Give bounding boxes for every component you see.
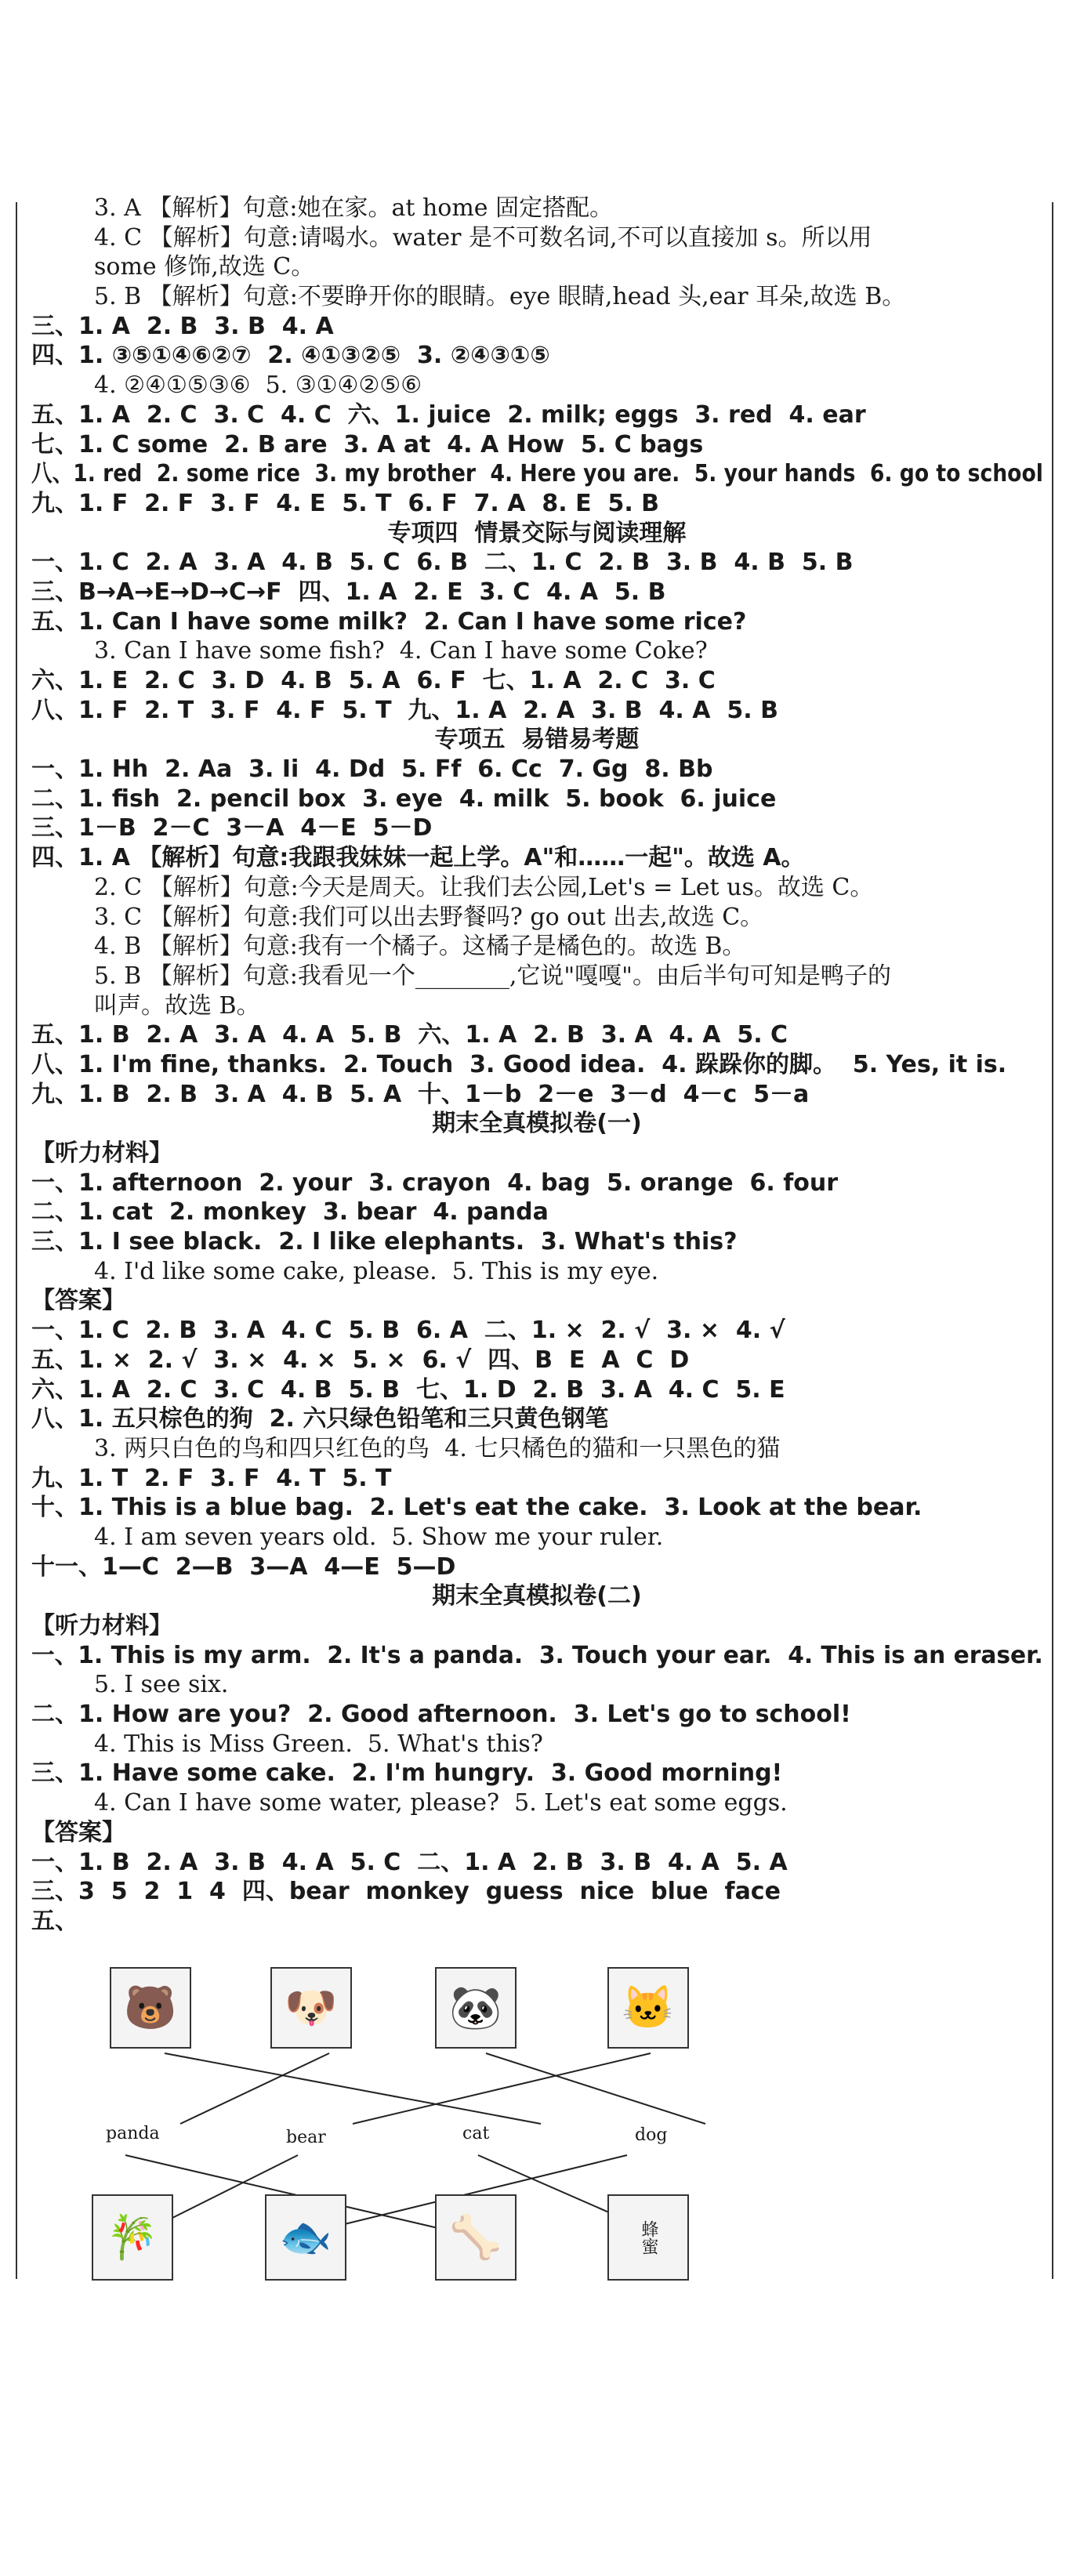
text-line: 五、 bbox=[31, 1907, 78, 1935]
text-line: 一、1. B 2. A 3. B 4. A 5. C 二、1. A 2. B 3. B 4. A 5. A bbox=[31, 1848, 788, 1876]
text-line: 3. 两只白色的鸟和四只红色的鸟 4. 七只橘色的猫和一只黑色的猫 bbox=[94, 1434, 781, 1462]
text-line: 一、1. This is my arm. 2. It's a panda. 3. Touch your ear. 4. This is an eraser. bbox=[31, 1641, 1043, 1669]
text-line: 六、1. A 2. C 3. C 4. B 5. B 七、1. D 2. B 3. A 4. C 5. E bbox=[31, 1375, 785, 1404]
text-line: 一、1. C 2. B 3. A 4. C 5. B 6. A 二、1. × 2. √ 3. × 4. √ bbox=[31, 1317, 785, 1345]
text-line: 二、1. How are you? 2. Good afternoon. 3. Let's go to school! bbox=[31, 1701, 851, 1729]
text-line: 五、1. Can I have some milk? 2. Can I have some rice? bbox=[31, 607, 747, 636]
section-heading: 专项四 情景交际与阅读理解 bbox=[387, 519, 687, 547]
match-word-dog: dog bbox=[635, 2125, 668, 2145]
text-line: 4. Can I have some water, please? 5. Let's eat some eggs. bbox=[94, 1789, 788, 1817]
text-line: 十一、1—C 2—B 3—A 4—E 5—D bbox=[31, 1552, 456, 1581]
text-line: 一、1. C 2. A 3. A 4. B 5. C 6. B 二、1. C 2. B 3. B 4. B 5. B bbox=[31, 549, 854, 577]
text-line: 3. A 【解析】句意:她在家。at home 固定搭配。 bbox=[94, 194, 614, 222]
matching-diagram bbox=[0, 1967, 1073, 2296]
text-line: 五、1. A 2. C 3. C 4. C 六、1. juice 2. milk; eggs 3. red 4. ear bbox=[31, 400, 866, 429]
section-heading: 期末全真模拟卷(二) bbox=[432, 1582, 642, 1610]
match-word-panda: panda bbox=[106, 2124, 160, 2143]
text-line: 5. B 【解析】句意:不要睁开你的眼睛。eye 眼睛,head 头,ear 耳朵,故选 B。 bbox=[94, 283, 906, 311]
text-line: 八、1. red 2. some rice 3. my brother 4. Here you are. 5. your hands 6. go to school bbox=[31, 460, 1043, 488]
text-line: 五、1. × 2. √ 3. × 4. × 5. × 6. √ 四、B E A C D bbox=[31, 1346, 690, 1374]
text-line: 5. I see six. bbox=[94, 1671, 229, 1699]
text-line: 六、1. E 2. C 3. D 4. B 5. A 6. F 七、1. A 2. C 3. C bbox=[31, 667, 716, 694]
text-line: 一、1. Hh 2. Aa 3. Ii 4. Dd 5. Ff 6. Cc 7. Gg 8. Bb bbox=[31, 755, 713, 784]
text-line: 八、1. I'm fine, thanks. 2. Touch 3. Good idea. 4. 跺跺你的脚。 5. Yes, it is. bbox=[31, 1050, 1007, 1078]
text-line: 三、1. I see black. 2. I like elephants. 3. What's this? bbox=[31, 1228, 738, 1256]
text-line: 八、1. 五只棕色的狗 2. 六只绿色铅笔和三只黄色钢笔 bbox=[31, 1405, 609, 1433]
text-line: 4. This is Miss Green. 5. What's this? bbox=[94, 1730, 543, 1758]
text-line: 四、1. A 【解析】句意:我跟我妹妹一起上学。A"和……一起"。故选 A。 bbox=[31, 844, 805, 872]
subsection-label: 【听力材料】 bbox=[31, 1139, 172, 1167]
text-line: 三、1－B 2－C 3－A 4－E 5－D bbox=[31, 814, 433, 842]
bear-icon: 🐻 bbox=[110, 1967, 191, 2049]
jar-label: 蜂蜜 bbox=[639, 2220, 658, 2255]
text-line: 四、1. ③⑤①④⑥②⑦ 2. ④①③②⑤ 3. ②④③①⑤ bbox=[31, 342, 550, 370]
text-line: 九、1. T 2. F 3. F 4. T 5. T bbox=[31, 1464, 392, 1492]
match-word-bear: bear bbox=[286, 2128, 326, 2147]
answer-text bbox=[31, 194, 1042, 1937]
text-line: 三、1. Have some cake. 2. I'm hungry. 3. Good morning! bbox=[31, 1759, 783, 1788]
text-line: 5. B 【解析】句意:我看见一个________,它说"嘎嘎"。由后半句可知是鸭子的 bbox=[94, 962, 891, 990]
match-word-cat: cat bbox=[462, 2124, 490, 2143]
text-line: 4. ②④①⑤③⑥ 5. ③①④②⑤⑥ bbox=[94, 371, 422, 400]
subsection-label: 【答案】 bbox=[31, 1818, 125, 1846]
text-line: 二、1. fish 2. pencil box 3. eye 4. milk 5. book 6. juice bbox=[31, 784, 777, 813]
text-line: 叫声。故选 B。 bbox=[94, 991, 260, 1020]
subsection-label: 【听力材料】 bbox=[31, 1612, 172, 1639]
dog-icon: 🐶 bbox=[270, 1967, 352, 2049]
cat-icon: 🐱 bbox=[607, 1967, 689, 2049]
text-line: 4. B 【解析】句意:我有一个橘子。这橘子是橘色的。故选 B。 bbox=[94, 933, 746, 961]
text-line: 4. I am seven years old. 5. Show me your ruler. bbox=[94, 1523, 664, 1551]
text-line: 九、1. B 2. B 3. A 4. B 5. A 十、1－b 2－e 3－d 4－c 5－a bbox=[31, 1080, 810, 1108]
text-line: 4. C 【解析】句意:请喝水。water 是不可数名词,不可以直接加 s。所以用 bbox=[94, 223, 872, 252]
fish-icon: 🐟 bbox=[265, 2194, 346, 2281]
honey-jar-icon bbox=[607, 2194, 689, 2281]
panda-icon: 🐼 bbox=[435, 1967, 517, 2049]
bamboo-icon: 🎋 bbox=[92, 2194, 173, 2281]
text-line: 3. Can I have some fish? 4. Can I have some Coke? bbox=[94, 637, 708, 665]
subsection-label: 【答案】 bbox=[31, 1287, 125, 1315]
text-line: 七、1. C some 2. B are 3. A at 4. A How 5. C bags bbox=[31, 430, 704, 458]
text-line: 十、1. This is a blue bag. 2. Let's eat the cake. 3. Look at the bear. bbox=[31, 1494, 923, 1522]
text-line: 五、1. B 2. A 3. A 4. A 5. B 六、1. A 2. B 3. A 4. A 5. C bbox=[31, 1021, 788, 1049]
text-line: 4. I'd like some cake, please. 5. This is my eye. bbox=[94, 1257, 659, 1285]
section-heading: 期末全真模拟卷(一) bbox=[432, 1110, 642, 1138]
text-line: 三、B→A→E→D→C→F 四、1. A 2. E 3. C 4. A 5. B bbox=[31, 578, 666, 606]
text-line: 八、1. F 2. T 3. F 4. F 5. T 九、1. A 2. A 3. B 4. A 5. B bbox=[31, 696, 778, 724]
bone-icon: 🦴 bbox=[435, 2194, 517, 2281]
text-line: 三、1. A 2. B 3. B 4. A bbox=[31, 312, 334, 340]
text-line: 一、1. afternoon 2. your 3. crayon 4. bag 5. orange 6. four bbox=[31, 1168, 839, 1197]
section-heading: 专项五 易错易考题 bbox=[434, 726, 640, 754]
text-line: some 修饰,故选 C。 bbox=[94, 253, 315, 281]
text-line: 三、3 5 2 1 4 四、bear monkey guess nice blue face bbox=[31, 1878, 781, 1906]
text-line: 2. C 【解析】句意:今天是周天。让我们去公园,Let's = Let us。故选 C。 bbox=[94, 873, 874, 901]
text-line: 九、1. F 2. F 3. F 4. E 5. T 6. F 7. A 8. E 5. B bbox=[31, 489, 660, 517]
text-line: 3. C 【解析】句意:我们可以出去野餐吗? go out 出去,故选 C。 bbox=[94, 903, 764, 931]
text-line: 二、1. cat 2. monkey 3. bear 4. panda bbox=[31, 1198, 549, 1226]
